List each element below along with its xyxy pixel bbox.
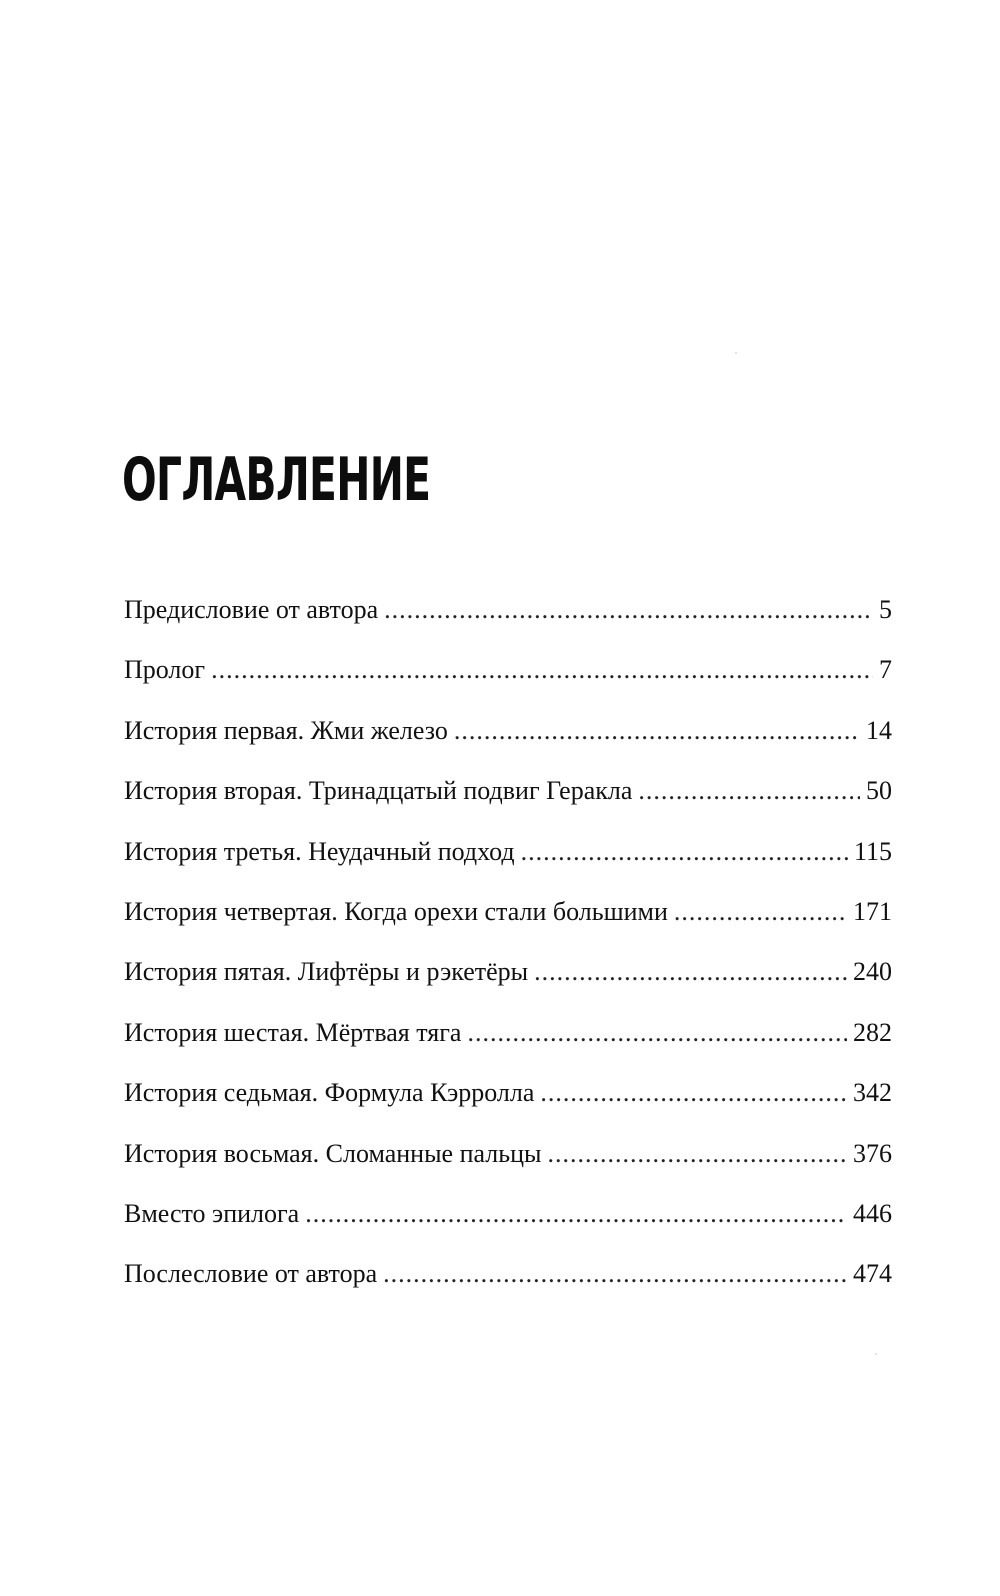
toc-entry-preface[interactable] — [124, 580, 892, 640]
dot-leader — [540, 1063, 847, 1123]
scan-speck — [735, 352, 737, 354]
dot-leader — [305, 1184, 847, 1244]
scan-speck — [875, 1353, 877, 1355]
toc-entry-page-number: 282 — [853, 1017, 892, 1047]
toc-entry-page-number: 240 — [853, 957, 892, 987]
toc-entry-story-3[interactable] — [124, 822, 892, 882]
toc-entry-label: Вместо эпилога — [124, 1198, 300, 1228]
toc-entry-label: История вторая. Тринадцатый подвиг Геракла — [124, 776, 633, 806]
toc-entry-label: История первая. Жми железо — [124, 715, 448, 745]
toc-entry-label: История шестая. Мёртвая тяга — [124, 1017, 462, 1047]
toc-entry-label: Предисловие от автора — [124, 595, 379, 624]
toc-entry-label: История третья. Неудачный подход — [124, 836, 515, 866]
toc-entry-story-7[interactable] — [124, 1063, 892, 1123]
toc-entry-instead-of-epilogue[interactable] — [124, 1184, 892, 1244]
toc-entry-label: История четвертая. Когда орехи стали большими — [124, 896, 668, 926]
toc-entry-story-5[interactable] — [124, 942, 892, 1002]
toc-entry-label: История пятая. Лифтёры и рэкетёры — [124, 957, 529, 987]
toc-entry-story-6[interactable] — [124, 1003, 892, 1063]
toc-entry-page-number: 171 — [853, 896, 892, 926]
dot-leader — [467, 1003, 847, 1063]
toc-entry-page-number: 474 — [853, 1259, 892, 1289]
toc-entry-page-number: 342 — [853, 1078, 892, 1108]
toc-entry-page-number: 376 — [853, 1138, 892, 1168]
dot-leader — [384, 580, 873, 640]
dot-leader — [211, 640, 873, 700]
toc-entry-afterword[interactable] — [124, 1244, 892, 1304]
dot-leader — [383, 1244, 847, 1304]
toc-entry-label: История восьмая. Сломанные пальцы — [124, 1138, 542, 1168]
toc-entry-page-number: 50 — [866, 776, 892, 806]
dot-leader — [534, 942, 847, 1002]
toc-entry-story-4[interactable] — [124, 882, 892, 942]
toc-entry-page-number: 5 — [879, 595, 892, 624]
table-of-contents — [124, 580, 892, 1305]
toc-entry-story-2[interactable] — [124, 761, 892, 821]
page-title: ОГЛАВЛЕНИЕ — [122, 445, 431, 515]
toc-entry-page-number: 7 — [879, 655, 892, 685]
toc-entry-label: Послесловие от автора — [124, 1259, 378, 1289]
toc-entry-page-number: 446 — [853, 1198, 892, 1228]
toc-entry-page-number: 115 — [853, 836, 892, 866]
toc-entry-label: Пролог — [124, 655, 206, 685]
dot-leader — [674, 882, 847, 942]
toc-entry-label: История седьмая. Формула Кэрролла — [124, 1078, 535, 1108]
dot-leader — [638, 761, 860, 821]
toc-entry-story-8[interactable] — [124, 1124, 892, 1184]
dot-leader — [454, 701, 860, 761]
toc-entry-prologue[interactable] — [124, 640, 892, 700]
toc-entry-story-1[interactable] — [124, 701, 892, 761]
toc-entry-page-number: 14 — [866, 715, 892, 745]
dot-leader — [521, 822, 848, 882]
dot-leader — [548, 1124, 848, 1184]
